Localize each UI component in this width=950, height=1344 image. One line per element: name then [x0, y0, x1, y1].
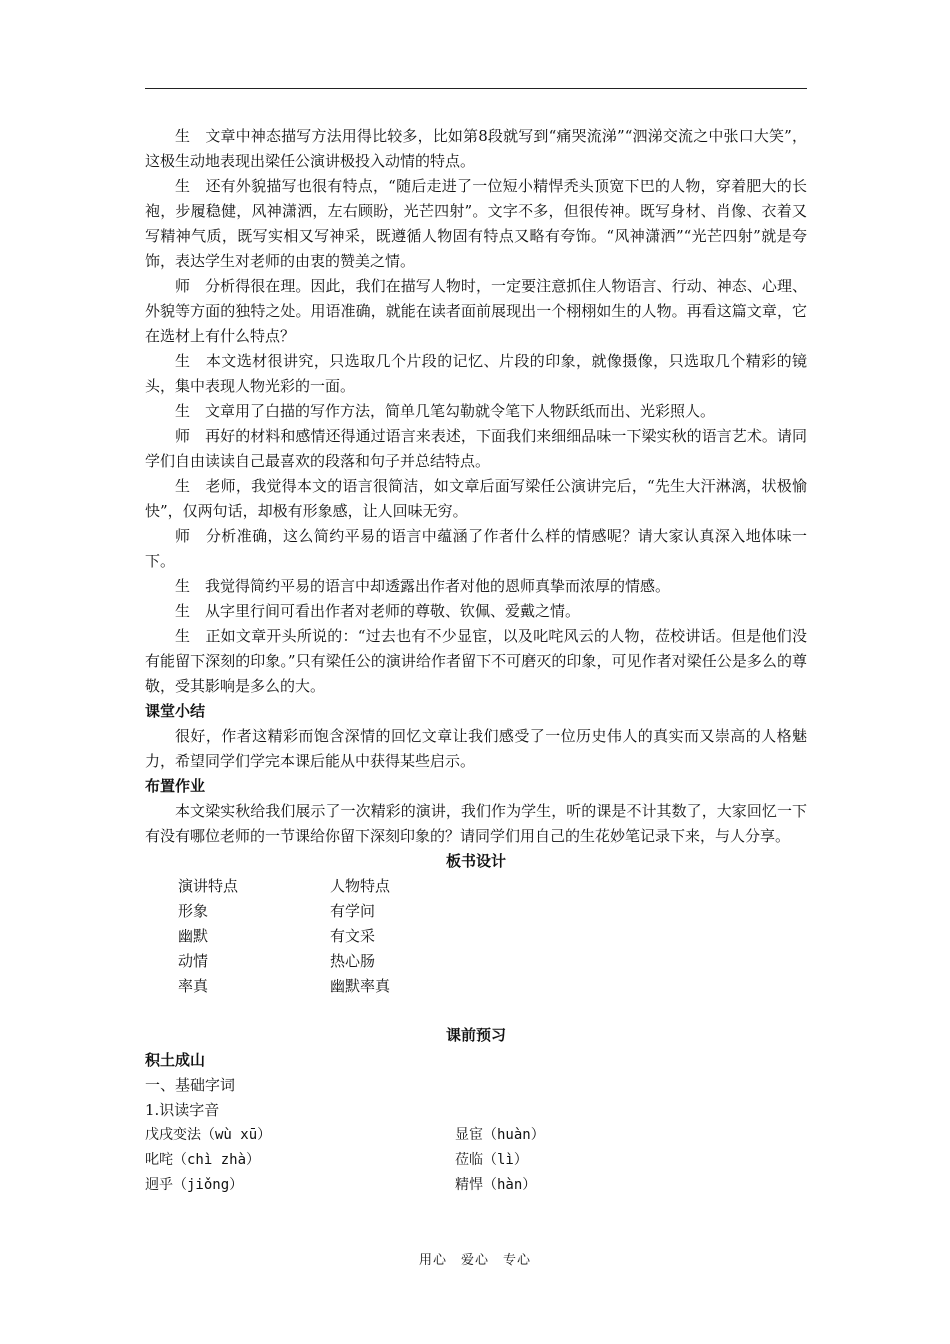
pinyin-item: 迥乎（jiǒng）: [145, 1177, 244, 1193]
preview-section-heading: 积土成山: [145, 1051, 206, 1069]
board-row: [145, 974, 807, 999]
dialogue-paragraph: 师 再好的材料和感情还得通过语言来表述，下面我们来细细品味一下梁实秋的语言艺术。请同学们自由读读自己最喜欢的段落和句子并总结特点。: [145, 427, 807, 470]
section-gap: [145, 999, 807, 1023]
pinyin-row: [145, 1123, 807, 1148]
board-row: [145, 949, 807, 974]
preview-subheading: 一、基础字词: [145, 1076, 236, 1094]
pinyin-item: 显宦（huàn）: [455, 1127, 545, 1143]
board-row: [145, 899, 807, 924]
pinyin-item: 莅临（lì）: [455, 1152, 528, 1168]
dialogue-paragraph: 生 本文选材很讲究，只选取几个片段的记忆、片段的印象，就像摄像，只选取几个精彩的镜头，集中表现人物光彩的一面。: [145, 352, 807, 395]
dialogue-paragraph: 生 文章中神态描写方法用得比较多，比如第8段就写到“痛哭流涕”“泗涕交流之中张口大笑”，这极生动地表现出梁任公演讲极投入动情的特点。: [145, 127, 807, 170]
homework-text: 本文梁实秋给我们展示了一次精彩的演讲，我们作为学生，听的课是不计其数了，大家回忆一下有没有哪位老师的一节课给你留下深刻印象的？请同学们用自己的生花妙笔记录下来，与人分享。: [145, 802, 807, 845]
board-cell: 热心肠: [330, 952, 376, 970]
dialogue-paragraph: 师 分析得很在理。因此，我们在描写人物时，一定要注意抓住人物语言、行动、神态、心理、外貌等方面的独特之处。用语准确，就能在读者面前展现出一个栩栩如生的人物。再看这篇文章，它在选材上有什么特点？: [145, 277, 807, 345]
dialogue-paragraph: 生 还有外貌描写也很有特点，“随后走进了一位短小精悍秃头顶宽下巴的人物，穿着肥大的长袍，步履稳健，风神潇洒，左右顾盼，光芒四射”。文字不多，但很传神。既写身材、肖像、衣着又写精神气质，既写实相又写神采，既遵循人物固有特点又略有夸饰。“风神潇洒”“光芒四射”就是夸饰，表达学生对老师的由衷的赞美之情。: [145, 177, 807, 270]
pinyin-row: [145, 1173, 807, 1198]
page-footer: 用心 爱心 专心: [418, 1253, 531, 1268]
board-cell: 率真: [178, 977, 209, 995]
board-cell: 人物特点: [330, 877, 391, 895]
board-table: [145, 874, 807, 999]
dialogue-paragraph: 生 我觉得简约平易的语言中却透露出作者对他的恩师真挚而浓厚的情感。: [175, 577, 671, 595]
board-cell: 演讲特点: [178, 877, 239, 895]
board-cell: 有学问: [330, 902, 376, 920]
board-row: [145, 924, 807, 949]
document-body: [145, 124, 807, 1198]
dialogue-paragraph: 师 分析准确，这么简约平易的语言中蕴涵了作者什么样的情感呢？请大家认真深入地体味一下。: [145, 527, 807, 570]
summary-heading: 课堂小结: [145, 702, 206, 720]
pinyin-item: 叱咤（chì zhà）: [145, 1152, 261, 1168]
dialogue-paragraph: 生 从字里行间可看出作者对老师的尊敬、钦佩、爱戴之情。: [175, 602, 581, 620]
board-cell: 动情: [178, 952, 209, 970]
preview-title: 课前预习: [445, 1026, 506, 1044]
pinyin-item: 戊戌变法（wù xū）: [145, 1127, 272, 1143]
header-rule: [145, 88, 807, 89]
board-cell: 有文采: [330, 927, 376, 945]
board-cell: 幽默率真: [330, 977, 391, 995]
dialogue-paragraph: 生 老师，我觉得本文的语言很简洁，如文章后面写梁任公演讲完后，“先生大汗淋漓，状极愉快”，仅两句话，却极有形象感，让人回味无穷。: [145, 477, 807, 520]
board-cell: 形象: [178, 902, 209, 920]
pinyin-row: [145, 1148, 807, 1173]
homework-heading: 布置作业: [145, 777, 206, 795]
board-row: [145, 874, 807, 899]
dialogue-paragraph: 生 正如文章开头所说的：“过去也有不少显宦，以及叱咤风云的人物，莅校讲话。但是他们没有能留下深刻的印象。”只有梁任公的演讲给作者留下不可磨灭的印象，可见作者对梁任公是多么的尊敬，受其影响是多么的大。: [145, 627, 807, 695]
pinyin-item: 精悍（hàn）: [455, 1177, 537, 1193]
dialogue-paragraph: 生 文章用了白描的写作方法，简单几笔勾勒就令笔下人物跃纸而出、光彩照人。: [175, 402, 716, 420]
summary-text: 很好，作者这精彩而饱含深情的回忆文章让我们感受了一位历史伟人的真实而又崇高的人格魅力，希望同学们学完本课后能从中获得某些启示。: [145, 727, 807, 770]
board-title: 板书设计: [445, 852, 506, 870]
board-cell: 幽默: [178, 927, 209, 945]
preview-subheading: 1.识读字音: [145, 1101, 220, 1119]
